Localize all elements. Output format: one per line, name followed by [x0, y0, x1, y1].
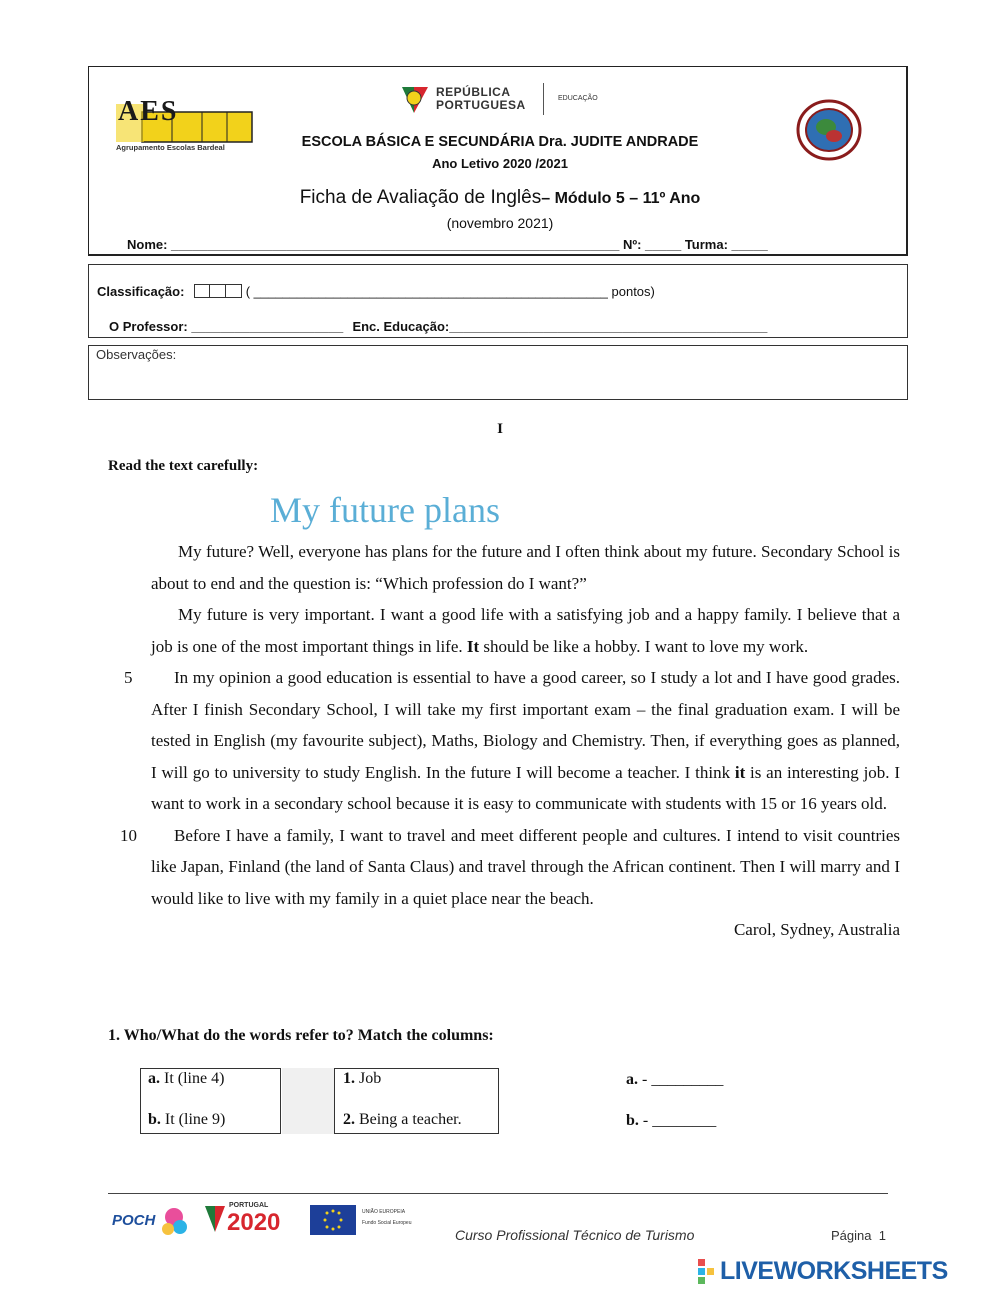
- school-seal-icon: [796, 99, 862, 161]
- test-date: (novembro 2021): [446, 215, 554, 231]
- school-name: ESCOLA BÁSICA E SECUNDÁRIA Dra. JUDITE ANDRADE: [301, 134, 699, 150]
- section-number: I: [497, 421, 503, 437]
- classification-label: Classificação:: [97, 284, 185, 299]
- gov-dept: EDUCAÇÃO: [558, 95, 598, 102]
- eu-line1: UNIÃO EUROPEIA: [362, 1209, 406, 1215]
- left-item-a: [148, 1070, 224, 1088]
- paragraph-1-text: My future? Well, everyone has plans for the future and I often think about my future. Secondary School is about to end and the question is: “Which profession do I want?”: [151, 542, 900, 593]
- logo-text: AES: [118, 96, 179, 127]
- gov-line1: REPÚBLICA: [436, 85, 511, 99]
- right-key-2: 2.: [343, 1111, 355, 1128]
- right-key-1: 1.: [343, 1070, 355, 1087]
- guardian-field[interactable]: Enc. Educação:____________________________________________: [352, 319, 768, 334]
- page-number: Página 1: [831, 1228, 886, 1243]
- test-title-main: Ficha de Avaliação de Inglês: [299, 187, 542, 208]
- answer-blank-b: - ________: [638, 1112, 717, 1129]
- class-label: Turma: _____: [684, 237, 768, 252]
- answer-key-a: a.: [626, 1071, 638, 1088]
- gov-divider: [543, 83, 544, 115]
- match-gap: [282, 1068, 334, 1134]
- eu-line2: Fundo Social Europeu: [362, 1220, 412, 1226]
- portugal-2020-logo: [203, 1200, 298, 1238]
- poch-logo: [110, 1203, 188, 1239]
- brand-text: LIVEWORKSHEETS: [720, 1257, 948, 1285]
- footer-rule: [108, 1193, 888, 1194]
- paragraph-2-text-b: should be like a hobby. I want to love my work.: [479, 636, 809, 656]
- government-logo: [400, 83, 610, 117]
- reading-text: [151, 536, 900, 946]
- paragraph-3-bold: it: [734, 762, 746, 782]
- line-number-10: 10: [120, 826, 137, 845]
- p2020-text: 2020: [227, 1209, 281, 1236]
- poch-text: POCH: [112, 1212, 156, 1229]
- school-year: Ano Letivo 2020 /2021: [432, 156, 568, 171]
- left-key-b: b.: [148, 1111, 161, 1128]
- left-text-b: It (line 9): [160, 1111, 226, 1128]
- paragraph-2-text-a: My future is very important. I want a good life with a satisfying job and a happy family. I believe that a job is one of the most important things in life.: [151, 605, 900, 656]
- eu-flag-icon: [310, 1205, 356, 1235]
- right-text-1: Job: [355, 1070, 382, 1087]
- answer-a[interactable]: [626, 1071, 723, 1089]
- test-title-module: – Módulo 5 – 11º Ano: [541, 190, 701, 207]
- answer-key-b: b.: [626, 1112, 639, 1129]
- text-title: My future plans: [270, 490, 500, 530]
- paragraph-2: [151, 599, 900, 662]
- paragraph-4: [151, 820, 900, 915]
- question-1-prompt: 1. Who/What do the words refer to? Match the columns:: [108, 1027, 494, 1044]
- gov-line2: PORTUGUESA: [436, 98, 526, 112]
- left-item-b: [148, 1111, 225, 1129]
- right-item-1: [343, 1070, 381, 1088]
- paragraph-3: [151, 662, 900, 820]
- observations-box[interactable]: [88, 345, 908, 400]
- classification-row: [97, 284, 655, 301]
- logo-subtext: Agrupamento Escolas Bardeal: [116, 143, 225, 152]
- portugal-text: PORTUGAL: [229, 1202, 269, 1209]
- test-title: [150, 187, 850, 209]
- answer-blank-a: - _________: [638, 1071, 724, 1088]
- left-key-a: a.: [148, 1070, 160, 1087]
- name-label: Nome: ______________________________________________________________: [127, 237, 620, 252]
- paragraph-3-text-b: is an interesting job. I want to work in a secondary school because it is easy to communicate with students with 15 or 16 years old.: [151, 762, 900, 813]
- course-name: Curso Profissional Técnico de Turismo: [455, 1227, 695, 1243]
- name-field[interactable]: [127, 237, 768, 252]
- line-number-5: 5: [124, 668, 133, 687]
- left-text-a: It (line 4): [160, 1070, 225, 1087]
- teacher-field[interactable]: O Professor: _____________________: [109, 319, 344, 334]
- signature: Carol, Sydney, Australia: [733, 920, 900, 939]
- signatures-row: [109, 319, 767, 334]
- instruction: Read the text carefully:: [108, 458, 259, 474]
- paragraph-3-text-a: In my opinion a good education is essential to have a good career, so I study a lot and I have good grades. After I finish Secondary School, I will take my first important exam – the final graduation exam. I will be tested in English (my favourite subject), Maths, Biology and Chemistry. Then, if everything goes as planned, I will go to university to study English. In the future I will become a teacher. I think: [151, 668, 900, 782]
- paragraph-2-bold: It: [466, 636, 480, 656]
- observations-label: Observações:: [96, 347, 177, 362]
- liveworksheets-brand: [698, 1257, 998, 1287]
- right-text-2: Being a teacher.: [355, 1111, 462, 1128]
- grade-boxes[interactable]: [194, 284, 242, 301]
- answer-b[interactable]: [626, 1112, 716, 1130]
- paragraph-1: [151, 536, 900, 599]
- right-item-2: [343, 1111, 462, 1129]
- number-label: Nº: _____: [622, 237, 682, 252]
- paragraph-4-text: Before I have a family, I want to travel and meet different people and cultures. I intend to visit countries like Japan, Finland (the land of Santa Claus) and travel through the African continent. Then I will marry and I would like to live with my family in a quiet place near the beach.: [151, 825, 900, 908]
- points-line: ( _________________________________________________ pontos): [245, 284, 655, 299]
